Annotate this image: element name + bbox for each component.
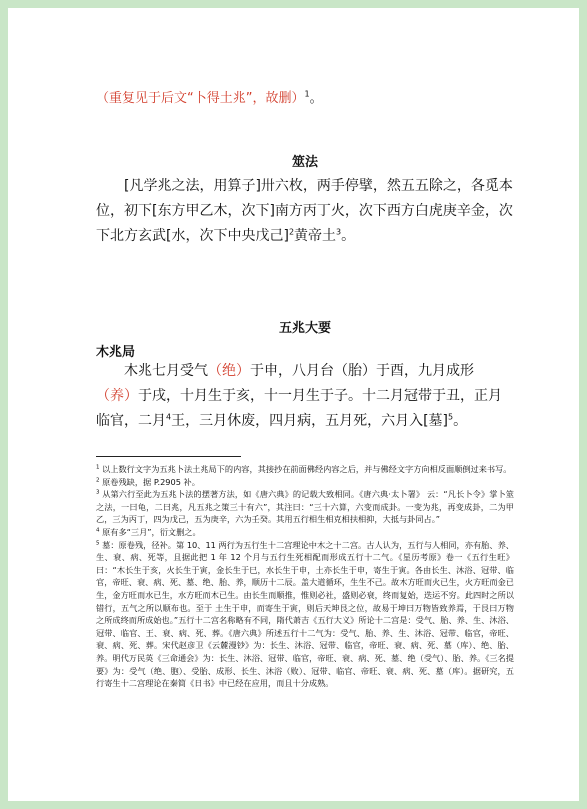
footnote-separator — [96, 456, 241, 457]
muzhao-text-c: 于戌，十月生于亥，十一月生于子。十二月冠带于丑，正月临官，二月 — [96, 388, 502, 429]
footnote-1 — [96, 463, 514, 476]
muzhao-text-d: 王，三月休废，四月病，五月死，六月入[墓] — [171, 413, 449, 429]
footnote-text: 原有多“三月”，衍文删之。 — [99, 526, 201, 537]
footnote-text: 原卷残缺，据 P.2905 补。 — [99, 476, 200, 487]
footnote-text: 墓：原卷残，径补。第 10、11 两行为五行生十二宫理论中木之十二宫。古人认为，五行与人相同，亦有胎、养、生、衰、病、死等，且据此把 1 年 12 个月与五行生死相配而形成五行十二气。《星历考原》卷一《五行生旺》曰：“木长生于亥，火长生于寅，金长生于巳，水长生于申，土亦长生于申，寄生于寅。各由长生、沐浴、冠带、临官，帝旺、衰、病、死、墓、绝、胎、养，顺历十二辰。盖大道循环，生生不己。故木方旺而火已生，火方旺而金已生，金方旺而水已生，水方旺而木已生。由长生而顺推，惟则必社，盛则必衰，终而复始，迭运不穷。此四时之所以错行，五气之所以顺布也。至于 土生于申，而寄生于寅，则后天坤艮之位，故易于坤曰万物皆致养焉，于艮曰万物之所成终而所成始也。”五行十二宫名称略有不同，隋代萧吉《五行大义》所论十二宫是：受气、胎、养、生、沐浴、冠带、临官、王、衰、病、死、葬。《唐六典》所述五行十二气为：受气、胎、养、生、沐浴、冠带、临官，帝旺、衰、病、死、葬。宋代赵彦卫《云麓漫钞》为：长生、沐浴、冠带、临官，帝旺、衰、病、死、墓（库）、绝、胎、养。明代万民英《三命通会》为：长生、沐浴、冠带、临官，帝旺、衰、病、死、墓、绝（受气）、胎、养。《三名提要》为：受气（绝、胞）、受胎、成形、长生、沐浴（败）、冠带、临官、帝旺、衰、病、死、墓（库）。据研究，五行寄生十二宫理论在秦简《日书》中已经在应用，而且十分成熟。 — [96, 539, 514, 689]
shifa-paragraph — [96, 174, 514, 249]
footnote-5 — [96, 539, 514, 690]
deleted-note-end: 。 — [309, 91, 323, 106]
footnotes — [96, 463, 514, 690]
muzhao-text-a: 木兆七月受气 — [124, 363, 208, 379]
footnote-3 — [96, 488, 514, 526]
footnote-ref-4[interactable]: 4 — [166, 412, 172, 422]
muzhao-red-1: （绝） — [208, 363, 250, 379]
shifa-text-c: 。 — [341, 228, 356, 244]
footnote-mark: 3 — [96, 489, 100, 496]
muzhao-paragraph — [96, 359, 514, 434]
footnote-text: 以上数行文字为五兆卜法土兆局下的内容，其接抄在前面佛经内容之后，并与佛经文字方向相反面顺倒过来书写。 — [99, 464, 512, 474]
section-title-shifa: 筮法 — [291, 155, 318, 170]
footnote-ref-1[interactable]: 1 — [304, 89, 310, 99]
footnote-ref-2[interactable]: 2 — [288, 227, 295, 237]
footnote-ref-5[interactable]: 5 — [448, 412, 454, 422]
footnote-mark: 2 — [96, 476, 100, 483]
deleted-note-line — [96, 87, 514, 106]
shifa-text-a: [凡学兆之法，用算子]卅六枚，两手停擘，然五五除之，各觅本位，初下[东方甲乙木，次下]南方丙丁火，次下西方白虎庚辛金，次下北方玄武[水，次下中央戊己] — [96, 178, 513, 244]
footnote-text: 从第六行至此为五兆卜法的摆著方法，如《唐六典》的记载大致相同。《唐六典·太卜署》 云：“凡长卜令》掌卜筮之法，一曰龟，二曰兆，凡五兆之策三十有六”，其注曰：“三十六算，六变而成卦。一变为兆，再变成卦，二为甲乙，三为丙丁，四为戊己，五为庚辛，六为壬癸。其用五行相生相克相扶相抑，大抵与卦同占。” — [96, 489, 514, 525]
subsection-title-muzhao: 木兆局 — [96, 345, 136, 360]
muzhao-text-b: 于申，八月台（胎）于酉，九月成形 — [250, 363, 474, 379]
footnote-mark: 1 — [96, 464, 100, 471]
footnote-ref-3[interactable]: 3 — [336, 227, 342, 237]
footnote-2 — [96, 476, 514, 489]
document-page — [8, 8, 579, 801]
deleted-note-text: （重复见于后文“卜得土兆”，故删） — [96, 91, 305, 106]
muzhao-text-e: 。 — [453, 413, 468, 429]
section-title-wuzhao: 五兆大要 — [278, 321, 331, 336]
muzhao-red-2: （养） — [96, 388, 138, 404]
footnote-mark: 4 — [96, 527, 100, 534]
shifa-text-b: 黄帝土 — [294, 228, 337, 244]
footnote-mark: 5 — [96, 539, 100, 546]
footnote-4 — [96, 526, 514, 539]
